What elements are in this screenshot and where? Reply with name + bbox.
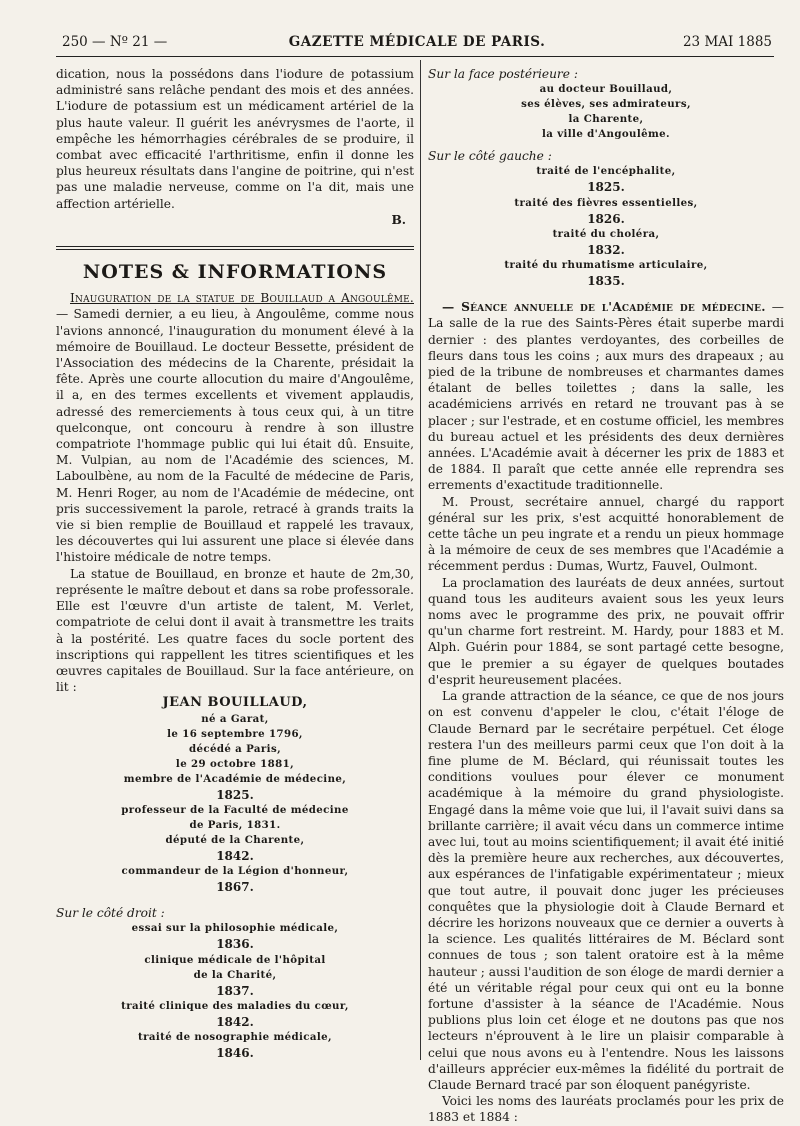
left-side-inscriptions [428, 164, 784, 289]
inscription-legion-year: 1867. [216, 879, 254, 894]
inauguration-heading: Inauguration de la statue de Bouillaud a Angoulême. [70, 291, 414, 306]
work-year: 1826. [587, 211, 625, 226]
work-title: traité des fièvres essentielles, [514, 196, 698, 209]
back-line: ses élèves, ses admirateurs, [521, 98, 691, 111]
proclamation-paragraph: La proclamation des lauréats de deux années, surtout quand tous les auditeurs avaient sous les yeux leurs noms avec le programme des prix, ne pouvait offrir qu'un charme fort restreint. M. Hardy, pour 1883 et M. Alph. Guérin pour 1884, se sont partagé cette besogne, que le premier a su égayer de quelques boutades d'esprit heureusement placées. [428, 575, 784, 687]
column-divider [420, 60, 421, 1060]
back-inscription [428, 82, 784, 142]
work-title: traité de l'encéphalite, [536, 165, 676, 178]
journal-title: GAZETTE MÉDICALE DE PARIS. [288, 34, 546, 50]
left-column [56, 66, 414, 1061]
work-title: traité de nosographie médicale, [137, 1030, 333, 1043]
work-year: 1835. [587, 274, 625, 289]
right-side-inscriptions [56, 921, 414, 1061]
front-inscription [56, 695, 414, 895]
inscription-name: JEAN BOUILLAUD, [162, 695, 308, 711]
proust-paragraph: M. Proust, secrétaire annuel, chargé du rapport général sur les prix, s'est acquitté honorablement de cette tâche un peu ingrate et a rendu un pieux hommage à la mémoire de ceux de ses membres que l'Académie a récemment perdus : Dumas, Wurtz, Fauvel, Oulmont. [428, 494, 784, 574]
inscription-legion: commandeur de la Légion d'honneur, [121, 864, 349, 877]
back-line: au docteur Bouillaud, [539, 83, 673, 96]
intro-paragraph: dication, nous la possédons dans l'iodure de potassium administré sans relâche pendant des mois et des années. L'iodure de potassium est un médicament artériel de la plus haute valeur. Il guérit les anévrysmes de l'aorte, il empêche les hémorrhagies cérébrales de se produire, il combat avec efficacité l'arthritisme, enfin il donne les plus heureux résultats dans l'angine de poitrine, qui n'est pas une maladie nerveuse, comme on l'a dit, mais une affection artérielle. [56, 67, 414, 211]
work-year: 1842. [216, 1014, 254, 1029]
page-number: 250 — Nº 21 — [62, 34, 168, 50]
seance-text: — La salle de la rue des Saints-Pères était superbe mardi dernier : des plantes verdoyantes, des corbeilles de fleurs dans tous les coins ; aux murs des drapeaux ; au pied de la tribune de nombreuses et charmantes dames étalant de belles toilettes ; dans la salle, les académiciens arrivés en retard ne trouvant pas à se placer ; sur l'estrade, et en costume officiel, les membres du bureau actuel et les présidents des deux dernières années. L'Académie avait à décerner les prix de 1883 et de 1884. Il paraît que cette année elle reprendra ses errements d'exactitude traditionnelle. [428, 300, 784, 493]
inscription-professor-2: de Paris, 1831. [189, 818, 281, 831]
back-line: la Charente, [568, 113, 644, 126]
inscription-born: né a Garat, [201, 712, 269, 725]
right-column [428, 66, 784, 1126]
laureats-paragraph: Voici les noms des lauréats proclamés pour les prix de 1883 et 1884 : [428, 1094, 784, 1125]
header-rule [56, 56, 774, 57]
author-signature: B. [391, 212, 406, 227]
work-year: 1846. [216, 1045, 254, 1060]
work-title: traité du choléra, [552, 227, 660, 240]
inscription-died-date: le 29 octobre 1881, [175, 757, 295, 770]
left-side-label: Sur le côté gauche : [428, 149, 552, 164]
inauguration-text: — Samedi dernier, a eu lieu, à Angoulême, comme nous l'avions annoncé, l'inauguration du monument élevé à la mémoire de Bouillaud. Le docteur Bessette, président de l'Association des médecins de la Charente, présidait la fête. Après une courte allocution du maire d'Angoulême, il a, en des termes excellents et vivement applaudis, adressé des remerciements à tous ceux qui, à un titre quelconque, ont concouru à rendre à son illustre compatriote l'hommage public qui lui était dû. Ensuite, M. Vulpian, au nom de l'Académie des sciences, M. Laboulbène, au nom de la Faculté de médecine de Paris, M. Henri Roger, au nom de l'Académie de médecine, ont pris successivement la parole, retracé à grands traits la vie si bien remplie de Bouillaud et rappelé les travaux, les découvertes qui lui assurent une place si élevée dans l'histoire médicale de notre temps. [56, 307, 414, 565]
inscription-depute: député de la Charente, [165, 833, 305, 846]
inscription-born-date: le 16 septembre 1796, [167, 727, 303, 740]
work-title-2: de la Charité, [193, 968, 277, 981]
page-header [62, 34, 772, 54]
inscription-academy-year: 1825. [216, 787, 254, 802]
issue-date: 23 MAI 1885 [682, 34, 772, 50]
back-label: Sur la face postérieure : [428, 67, 578, 81]
inscription-depute-year: 1842. [216, 848, 254, 863]
work-title: essai sur la philosophie médicale, [131, 922, 339, 935]
right-side-label: Sur le côté droit : [56, 906, 165, 921]
back-line: la ville d'Angoulême. [541, 128, 670, 141]
section-rule [56, 246, 414, 250]
work-title: traité clinique des maladies du cœur, [121, 999, 349, 1012]
work-year: 1825. [587, 180, 625, 195]
inscription-academy: membre de l'Académie de médecine, [123, 772, 347, 785]
statue-paragraph: La statue de Bouillaud, en bronze et haute de 2m,30, représente le maître debout et dans sa robe professorale. Elle est l'œuvre d'un artiste de talent, M. Verlet, compatriote de celui dont il avait à transmettre les traits à la postérité. Les quatre faces du socle portent des inscriptions qui rappellent les titres scientifiques et les œuvres capitales de Bouillaud. Sur la face antérieure, on lit : [56, 566, 414, 695]
work-title: traité du rhumatisme articulaire, [504, 259, 708, 272]
work-year: 1837. [216, 983, 254, 998]
work-title: clinique médicale de l'hôpital [144, 953, 326, 966]
work-year: 1836. [216, 937, 254, 952]
work-year: 1832. [587, 242, 625, 257]
eloge-paragraph: La grande attraction de la séance, ce que de nos jours on est convenu d'appeler le clou, c'était l'éloge de Claude Bernard par le secrétaire perpétuel. Cet éloge restera l'un des meilleurs parmi ceux que l'on doit à la fine plume de M. Béclard, qui réunissait toutes les conditions voulues pour élever ce monument académique à la mémoire du grand physiologiste. Engagé dans la même voie que lui, il l'avait suivi dans sa brillante carrière; il avait vécu dans un commerce intime avec lui, tout au moins scientifiquement; il avait été initié dès la première heure aux recherches, aux découvertes, aux espérances de l'infatigable expérimentateur ; mieux que tout autre, il pouvait donc juger les précieuses conquêtes que la physiologie doit à Claude Bernard et décrire les horizons nouveaux que ce dernier a ouverts à la science. Les qualités littéraires de M. Béclard sont connues de tous ; son talent oratoire est à la même hauteur ; aussi l'audition de son éloge de mardi dernier a été un véritable régal pour ceux qui ont eu la bonne fortune d'assister à la séance de l'Académie. Nous publions plus loin cet éloge et ne doutons pas que nos lecteurs n'éprouvent à le lire un plaisir comparable à celui que nous avons eu à l'entendre. Nous les laissons d'ailleurs apprécier eux-mêmes la fidélité du portrait de Claude Bernard tracé par son éloquent panégyriste. [428, 689, 785, 1092]
seance-heading: — Séance annuelle de l'Académie de médecine. [442, 300, 766, 315]
inscription-professor: professeur de la Faculté de médecine [121, 803, 349, 816]
inscription-died: décédé a Paris, [188, 742, 282, 755]
section-title: NOTES & INFORMATIONS [82, 261, 388, 284]
